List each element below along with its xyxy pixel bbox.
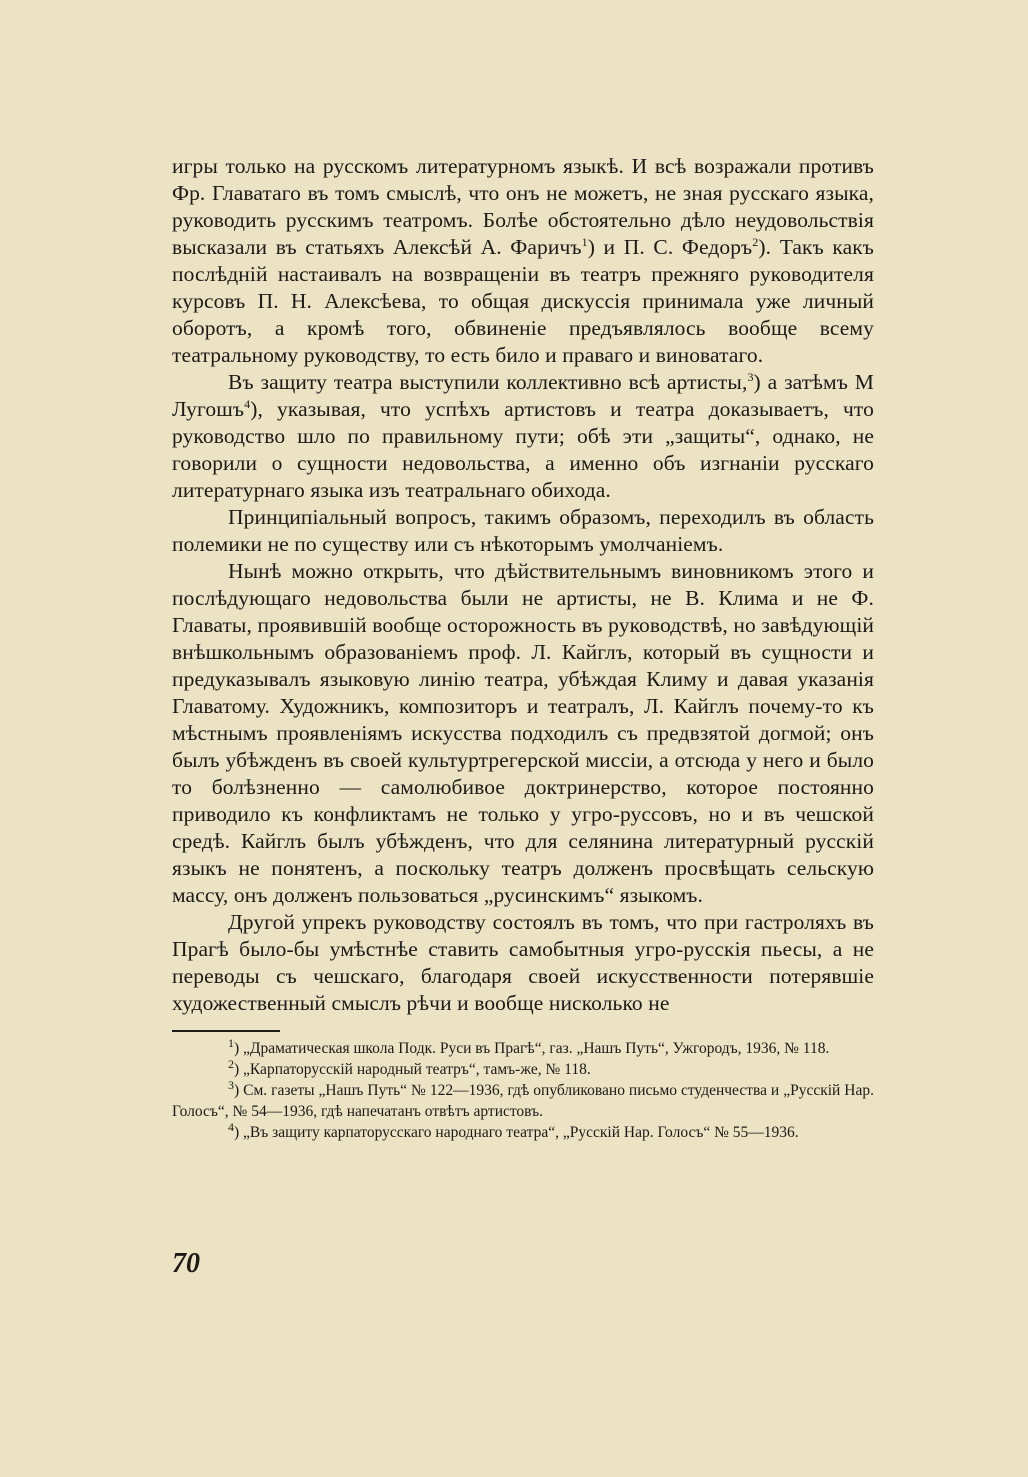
paragraph-3: Принципіальный вопросъ, такимъ образомъ, переходилъ въ область полемики не по существу или съ нѣкоторымъ умолчаніемъ. (172, 505, 874, 556)
footnote-ref-1: 1 (581, 234, 588, 249)
footnote-divider (172, 1030, 280, 1032)
footnote-2: $^2$) „Карпаторусскій народный театръ“, тамъ-же, № 118. (228, 1056, 591, 1078)
footnote-1: $^1$) „Драматическая школа Подк. Руси въ Прагѣ“, газ. „Нашъ Путь“, Ужгородъ, 1936, № 118. (228, 1035, 830, 1057)
paragraph-5: Другой упрекъ руководству состоялъ въ томъ, что при гастроляхъ въ Прагѣ было-бы умѣстнѣе ставить самобытныя угро-русскія пьесы, а не переводы съ чешскаго, благодаря своей искусственности потерявшіе художественный смыслъ рѣчи и вообще нисколько не (172, 910, 874, 1015)
text-block (172, 153, 874, 1143)
page-number: 70 (172, 1248, 200, 1279)
footnote-ref-3: 3 (747, 369, 754, 384)
paragraph-2: Въ защиту театра выступили коллективно всѣ артисты,$^3$) а затѣмъ М Лугошъ$^4$), указывая, что успѣхъ артистовъ и театра доказываетъ, что руководство шло по правильному пути; обѣ эти „защиты“, однако, не говорили о сущности недовольства, а именно объ изгнаніи русскаго литературнаго языка изъ театральнаго обихода. (172, 369, 874, 502)
footnote-ref-2: 2 (752, 234, 759, 249)
footnote-4: $^4$) „Въ защиту карпаторусскаго народнаго театра“, „Русскій Нар. Голосъ“ № 55—1936. (228, 1119, 799, 1141)
paragraph-4: Нынѣ можно открыть, что дѣйствительнымъ виновникомъ этого и послѣдующаго недовольства были не артисты, не В. Клима и не Ф. Главаты, проявившій вообще осторожность въ руководствѣ, но завѣдующій внѣшкольнымъ образованіемъ проф. Л. Кайглъ, который въ сущности и предуказывалъ языковую линію театра, убѣждая Климу и давая указанія Главатому. Художникъ, композиторъ и театралъ, Л. Кайглъ почему-то къ мѣстнымъ проявленіямъ искусства подходилъ съ предвзятой догмой; онъ былъ убѣжденъ въ своей культуртрегерской миссіи, а отсюда у него и было то болѣзненно — самолюбивое доктринерство, которое постоянно приводило къ конфликтамъ не только у угро-руссовъ, но и въ чешской средѣ. Кайглъ былъ убѣжденъ, что для селянина литературный русскій языкъ не понятенъ, а поскольку театръ долженъ просвѣщать сельскую массу, онъ долженъ пользоваться „русинскимъ“ языкомъ. (172, 559, 874, 907)
paragraph-1: игры только на русскомъ литературномъ языкѣ. И всѣ возражали противъ Фр. Главатаго въ томъ смыслѣ, что онъ не можетъ, не зная русскаго языка, руководить русскимъ театромъ. Болѣе обстоятельно дѣло неудовольствія высказали въ статьяхъ Алексѣй А. Фаричъ$^1$) и П. С. Федоръ$^2$). Такъ какъ послѣдній настаивалъ на возвращеніи въ театръ прежняго руководителя курсовъ П. Н. Алексѣева, то общая дискуссія принимала уже личный оборотъ, а кромѣ того, обвиненіе предъявлялось вообще всему театральному руководству, то есть било и праваго и виноватаго. (172, 154, 874, 367)
footnote-ref-4: 4 (244, 396, 251, 411)
footnote-3: $^3$) См. газеты „Нашъ Путь“ № 122—1936, гдѣ опубликовано письмо студенчества и „Русскій Нар. Голосъ“, № 54—1936, гдѣ напечатанъ отвѣтъ артистовъ. (172, 1077, 874, 1120)
